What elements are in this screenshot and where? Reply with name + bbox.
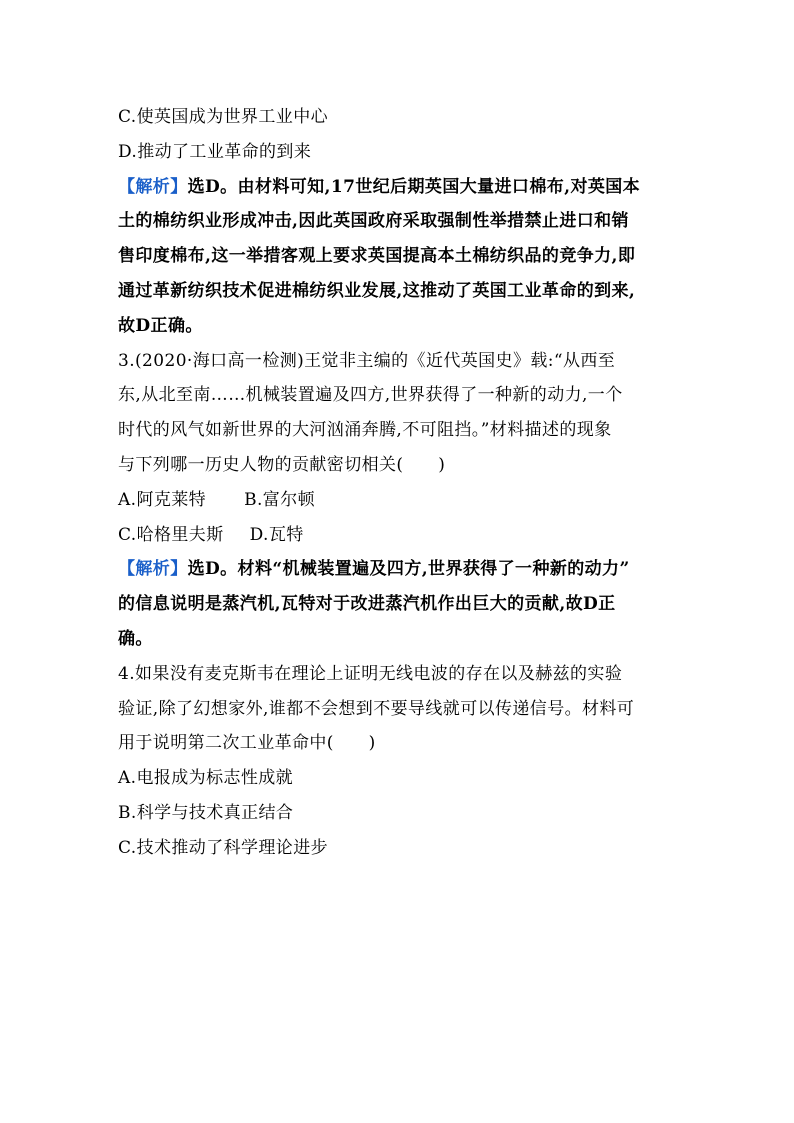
question-3-line-2: 东,从北至南……机械装置遍及四方,世界获得了一种新的动力,一个 [118, 385, 623, 406]
analysis-tag: 【解析】 [118, 559, 188, 580]
question-4-option-a: A.电报成为标志性成就 [118, 768, 294, 789]
analysis-1-line-1 [118, 170, 688, 205]
analysis-1-text-1: 选D。由材料可知,17世纪后期英国大量进口棉布,对英国本 [187, 176, 641, 197]
option-d-prev: D.推动了工业革命的到来 [118, 141, 312, 162]
document-page [118, 100, 688, 866]
analysis-3-line-2: 的信息说明是蒸汽机,瓦特对于改进蒸汽机作出巨大的贡献,故D正 [118, 594, 616, 615]
analysis-1-line-3: 售印度棉布,这一举措客观上要求英国提高本土棉纺织品的竞争力,即 [118, 246, 636, 267]
analysis-1-line-4: 通过革新纺织技术促进棉纺织业发展,这推动了英国工业革命的到来, [118, 280, 636, 301]
question-4-option-c: C.技术推动了科学理论进步 [118, 837, 329, 858]
question-3-option-c: C.哈格里夫斯 [118, 524, 224, 545]
question-3-option-d: D.瓦特 [249, 524, 304, 545]
question-3-option-a: A.阿克莱特 [118, 489, 207, 510]
option-c-prev: C.使英国成为世界工业中心 [118, 107, 329, 127]
question-3-options-cd [118, 518, 688, 553]
analysis-3-line-1 [118, 552, 688, 587]
question-4-line-3: 用于说明第二次工业革命中( ) [118, 733, 376, 754]
analysis-tag: 【解析】 [118, 176, 188, 197]
question-3-line-1: 3.(2020·海口高一检测)王觉非主编的《近代英国史》载:“从西至 [118, 350, 616, 371]
question-3-line-3: 时代的风气如新世界的大河汹涌奔腾,不可阻挡。”材料描述的现象 [118, 420, 612, 441]
question-4-line-1: 4.如果没有麦克斯韦在理论上证明无线电波的存在以及赫兹的实验 [118, 663, 623, 684]
question-3-line-4: 与下列哪一历史人物的贡献密切相关( ) [118, 454, 446, 475]
analysis-1-line-5: 故D正确。 [118, 315, 203, 336]
analysis-1-line-2: 土的棉纺织业形成冲击,因此英国政府采取强制性举措禁止进口和销 [118, 211, 629, 232]
question-4-option-b: B.科学与技术真正结合 [118, 802, 294, 823]
analysis-3-line-3: 确。 [118, 628, 153, 649]
question-4-line-2: 验证,除了幻想家外,谁都不会想到不要导线就可以传递信号。材料可 [118, 698, 635, 719]
analysis-3-text-1: 选D。材料“机械装置遍及四方,世界获得了一种新的动力” [187, 559, 630, 580]
question-3-options-ab [118, 483, 688, 518]
question-3-option-b: B.富尔顿 [244, 489, 315, 510]
